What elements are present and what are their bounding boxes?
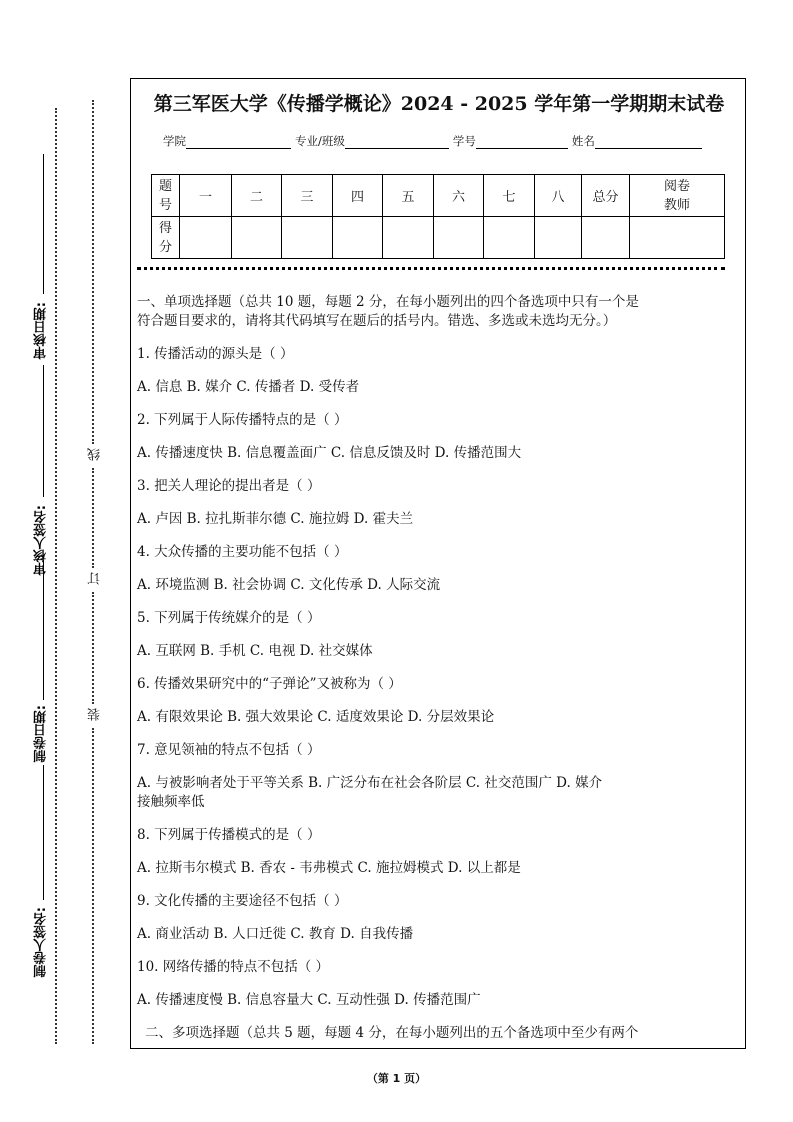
section1-intro: 一、单项选择题（总共 10 题，每题 2 分，在每小题列出的四个备选项中只有一个是 (137, 294, 639, 310)
score-cell[interactable] (232, 217, 282, 259)
binding-dotted-2 (92, 468, 94, 568)
reviewer-sign-label: 审核人签名: (34, 505, 49, 576)
question-stem: 6. 传播效果研究中的“子弹论”又被称为（ ） (137, 676, 402, 692)
college-label: 学院 (163, 134, 186, 148)
page-number: （第 1 页） (366, 1072, 427, 1085)
question-options: A. 商业活动 B. 人口迁徙 C. 教育 D. 自我传播 (137, 926, 414, 942)
reviewer-cell[interactable] (630, 217, 725, 259)
header-char: 阅卷 (663, 178, 690, 194)
col-header: 一 (180, 175, 232, 217)
binding-dotted-1 (92, 100, 94, 444)
score-cell[interactable] (582, 217, 630, 259)
score-cell[interactable] (535, 217, 582, 259)
score-cell[interactable] (434, 217, 484, 259)
col-header: 总分 (582, 175, 630, 217)
section2-intro: 二、多项选择题（总共 5 题，每题 4 分，在每小题列出的五个备选项中至少有两个 (145, 1025, 639, 1041)
header-char: 教师 (663, 197, 690, 213)
review-date-label: 审核日期: (34, 302, 49, 360)
question-stem: 9. 文化传播的主要途径不包括（ ） (137, 893, 348, 909)
question-options: A. 互联网 B. 手机 C. 电视 D. 社交媒体 (137, 643, 373, 659)
question-stem: 10. 网络传播的特点不包括（ ） (137, 959, 330, 975)
exam-frame (130, 78, 746, 1049)
major-class-field[interactable] (345, 135, 449, 149)
section1-intro-2: 符合题目要求的，请将其代码填写在题后的括号内。错选、多选或未选均无分。） (137, 313, 617, 329)
question-options: A. 拉斯韦尔模式 B. 香农 - 韦弗模式 C. 施拉姆模式 D. 以上都是 (137, 860, 521, 876)
question-options: A. 环境监测 B. 社会协调 C. 文化传承 D. 人际交流 (137, 577, 441, 593)
college-field[interactable] (186, 135, 291, 149)
question-options: A. 与被影响者处于平等关系 B. 广泛分布在社会各阶层 C. 社交范围广 D. 媒介 (137, 775, 603, 791)
reviewer-header (630, 175, 725, 217)
binding-char-ding: 订 (88, 572, 103, 585)
left-dotted-line (55, 108, 57, 1044)
score-table-score-row (152, 217, 725, 259)
name-label: 姓名 (571, 134, 595, 148)
name-field[interactable] (595, 135, 702, 149)
binding-char-xian: 线 (88, 448, 103, 461)
question-stem: 5. 下列属于传统媒介的是（ ） (137, 610, 321, 626)
question-options: A. 信息 B. 媒介 C. 传播者 D. 受传者 (137, 379, 360, 395)
col-header: 六 (434, 175, 484, 217)
score-cell[interactable] (282, 217, 333, 259)
col-header: 八 (535, 175, 582, 217)
question-options: A. 卢因 B. 拉扎斯菲尔德 C. 施拉姆 D. 霍夫兰 (137, 511, 414, 527)
score-table (151, 174, 725, 259)
score-label (152, 217, 180, 259)
col-header: 三 (282, 175, 333, 217)
binding-dotted-4 (92, 728, 94, 1044)
binding-dotted-3 (92, 592, 94, 704)
question-options: A. 传播速度快 B. 信息覆盖面广 C. 信息反馈及时 D. 传播范围大 (137, 445, 522, 461)
question-number-header (152, 175, 180, 217)
preparer-sign-label: 制卷人签名: (34, 907, 49, 978)
question-options: A. 传播速度慢 B. 信息容量大 C. 互动性强 D. 传播范围广 (137, 992, 481, 1008)
header-char: 号 (158, 197, 172, 213)
col-header: 四 (333, 175, 383, 217)
header-char: 分 (158, 239, 172, 255)
col-header: 七 (484, 175, 535, 217)
header-char: 得 (158, 220, 172, 236)
prep-date-label: 制卷日期: (34, 705, 49, 763)
score-cell[interactable] (484, 217, 535, 259)
preparer-sign-line (43, 765, 44, 900)
student-info-row (163, 133, 706, 149)
question-stem: 2. 下列属于人际传播特点的是（ ） (137, 412, 348, 428)
score-table-header-row (152, 175, 725, 217)
score-cell[interactable] (383, 217, 434, 259)
question-stem: 1. 传播活动的源头是（ ） (137, 346, 294, 362)
binding-char-zhuang: 装 (88, 708, 103, 721)
col-header: 二 (232, 175, 282, 217)
score-cell[interactable] (180, 217, 232, 259)
question-stem: 3. 把关人理论的提出者是（ ） (137, 478, 321, 494)
question-options-cont: 接触频率低 (137, 794, 205, 810)
student-id-field[interactable] (476, 135, 568, 149)
question-options: A. 有限效果论 B. 强大效果论 C. 适度效果论 D. 分层效果论 (137, 709, 495, 725)
prep-date-line (43, 560, 44, 700)
question-stem: 8. 下列属于传播模式的是（ ） (137, 827, 321, 843)
header-char: 题 (158, 178, 172, 194)
student-id-label: 学号 (452, 134, 476, 148)
questions-area (137, 293, 741, 1043)
col-header: 五 (383, 175, 434, 217)
question-stem: 7. 意见领袖的特点不包括（ ） (137, 742, 321, 758)
reviewer-sign-line (43, 365, 44, 497)
major-class-label: 专业/班级 (295, 134, 345, 148)
score-cell[interactable] (333, 217, 383, 259)
review-date-line (43, 154, 44, 294)
exam-title: 第三军医大学《传播学概论》2024 - 2025 学年第一学期期末试卷 (153, 93, 725, 115)
separator-dots (137, 267, 725, 270)
question-stem: 4. 大众传播的主要功能不包括（ ） (137, 544, 348, 560)
